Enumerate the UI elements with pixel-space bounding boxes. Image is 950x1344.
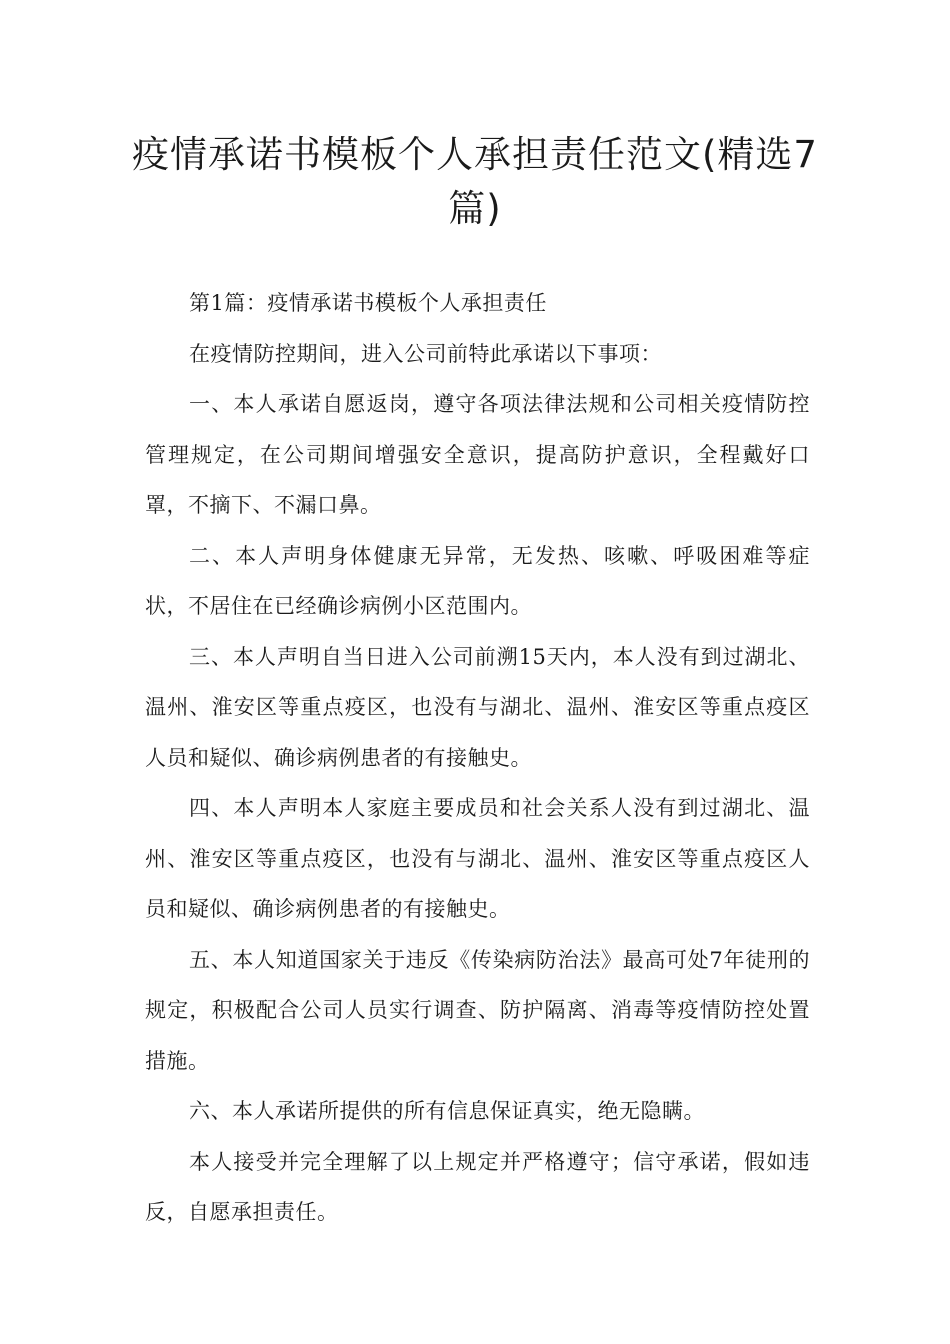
- document-title: 疫情承诺书模板个人承担责任范文(精选7篇): [132, 133, 818, 230]
- section-heading: 第1篇：疫情承诺书模板个人承担责任: [189, 291, 547, 315]
- commitment-item-5: 五、本人知道国家关于违反《传染病防治法》最高可处7年徒刑的规定，积极配合公司人员实行调查、防护隔离、消毒等疫情防控处置措施。: [145, 947, 810, 1073]
- commitment-item-4: 四、本人声明本人家庭主要成员和社会关系人没有到过湖北、温州、淮安区等重点疫区，也没有与湖北、温州、淮安区等重点疫区人员和疑似、确诊病例患者的有接触史。: [145, 796, 810, 921]
- commitment-item-6: 六、本人承诺所提供的所有信息保证真实，绝无隐瞒。: [189, 1099, 705, 1123]
- document-body: [145, 278, 810, 1238]
- intro-paragraph: 在疫情防控期间，进入公司前特此承诺以下事项：: [189, 341, 662, 366]
- commitment-item-2: 二、本人声明身体健康无异常，无发热、咳嗽、呼吸困难等症状，不居住在已经确诊病例小区范围内。: [145, 543, 810, 618]
- closing-paragraph: 本人接受并完全理解了以上规定并严格遵守；信守承诺，假如违反，自愿承担责任。: [145, 1149, 810, 1224]
- commitment-item-3: 三、本人声明自当日进入公司前溯15天内，本人没有到过湖北、温州、淮安区等重点疫区，也没有与湖北、温州、淮安区等重点疫区人员和疑似、确诊病例患者的有接触史。: [145, 644, 810, 770]
- commitment-item-1: 一、本人承诺自愿返岗，遵守各项法律法规和公司相关疫情防控管理规定，在公司期间增强安全意识，提高防护意识，全程戴好口罩，不摘下、不漏口鼻。: [145, 392, 810, 517]
